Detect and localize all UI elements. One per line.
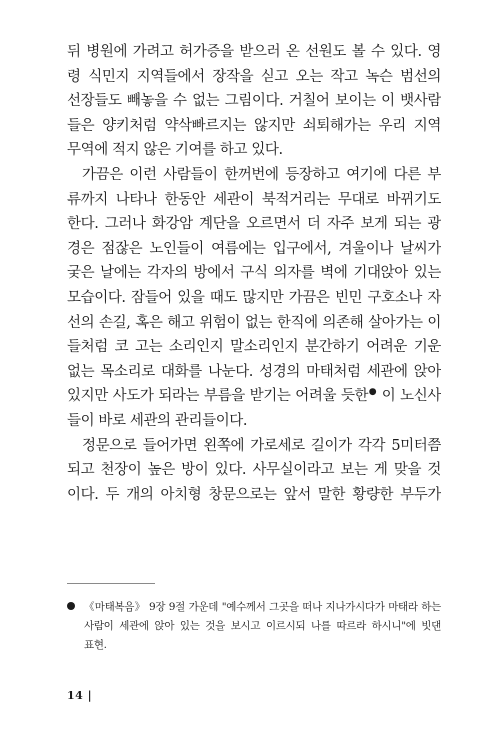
footnote [67,598,441,655]
text-line: 없는 목소리로 대화를 나눈다. 성경의 마태처럼 세관에 앉아 [67,363,441,380]
text-line: 들은 양키처럼 약삭빠르지는 않지만 쇠퇴해가는 우리 지역 [67,117,441,134]
text-line: 선장들도 빼놓을 수 없는 그림이다. 거칠어 보이는 이 뱃사람 [67,93,441,110]
text-line: 들처럼 코 고는 소리인지 말소리인지 분간하기 어려운 기운 [67,339,441,356]
body-text [67,40,441,507]
page-number: 14 | [67,689,93,702]
footnote-text [84,598,441,655]
footnote-divider [67,583,155,584]
text-line: 모습이다. 잠들어 있을 때도 많지만 가끔은 빈민 구호소나 자 [67,289,441,306]
text-line: 가끔은 이런 사람들이 한꺼번에 등장하고 여기에 다른 부 [82,166,441,183]
text-line: 령 식민지 지역들에서 장작을 싣고 오는 작고 녹슨 범선의 [67,68,441,85]
paragraph-1 [67,40,441,163]
text-line: 무역에 적지 않은 기여를 하고 있다. [67,142,283,159]
text-line: 경은 점잖은 노인들이 여름에는 입구에서, 겨울이나 날씨가 [67,240,441,257]
paragraph-2 [67,163,441,434]
footnote-line: 표현. [84,639,107,651]
text-line: 정문으로 들어가면 왼쪽에 가로세로 길이가 각각 5미터쯤 [82,437,441,454]
footnote-bullet-icon [67,602,75,610]
text-line: 궂은 날에는 각자의 방에서 구식 의자를 벽에 기대앉아 있는 [67,265,441,282]
text-fragment: 이 노신사 [376,388,441,405]
paragraph-3 [67,434,441,508]
text-line: 뒤 병원에 가려고 허가증을 받으러 온 선원도 볼 수 있다. 영 [67,44,441,60]
text-line: 선의 손길, 혹은 해고 위험이 없는 한직에 의존해 살아가는 이 [67,314,441,331]
footnote-line: 《마태복음》 9장 9절 가운데 "예수께서 그곳을 떠나 지나가시다가 마태라 하는 [84,601,441,613]
text-line: 류까지 나타나 한동안 세관이 북적거리는 무대로 바뀌기도 [67,191,441,208]
text-fragment: 있지만 사도가 되라는 부름을 받기는 어려울 듯한 [67,388,369,405]
footnote-marker: ● [368,387,377,398]
text-line: 이다. 두 개의 아치형 창문으로는 앞서 말한 황량한 부두가 [67,486,441,503]
footnote-line: 사람이 세관에 앉아 있는 것을 보시고 이르시되 나를 따르라 하시니"에 빗댄 [84,620,441,632]
text-line: 들이 바로 세관의 관리들이다. [67,412,248,429]
text-line: 되고 천장이 높은 방이 있다. 사무실이라고 보는 게 맞을 것 [67,462,441,479]
text-line: 한다. 그러나 화강암 계단을 오르면서 더 자주 보게 되는 광 [67,216,441,233]
text-line-with-footnote [67,384,441,409]
